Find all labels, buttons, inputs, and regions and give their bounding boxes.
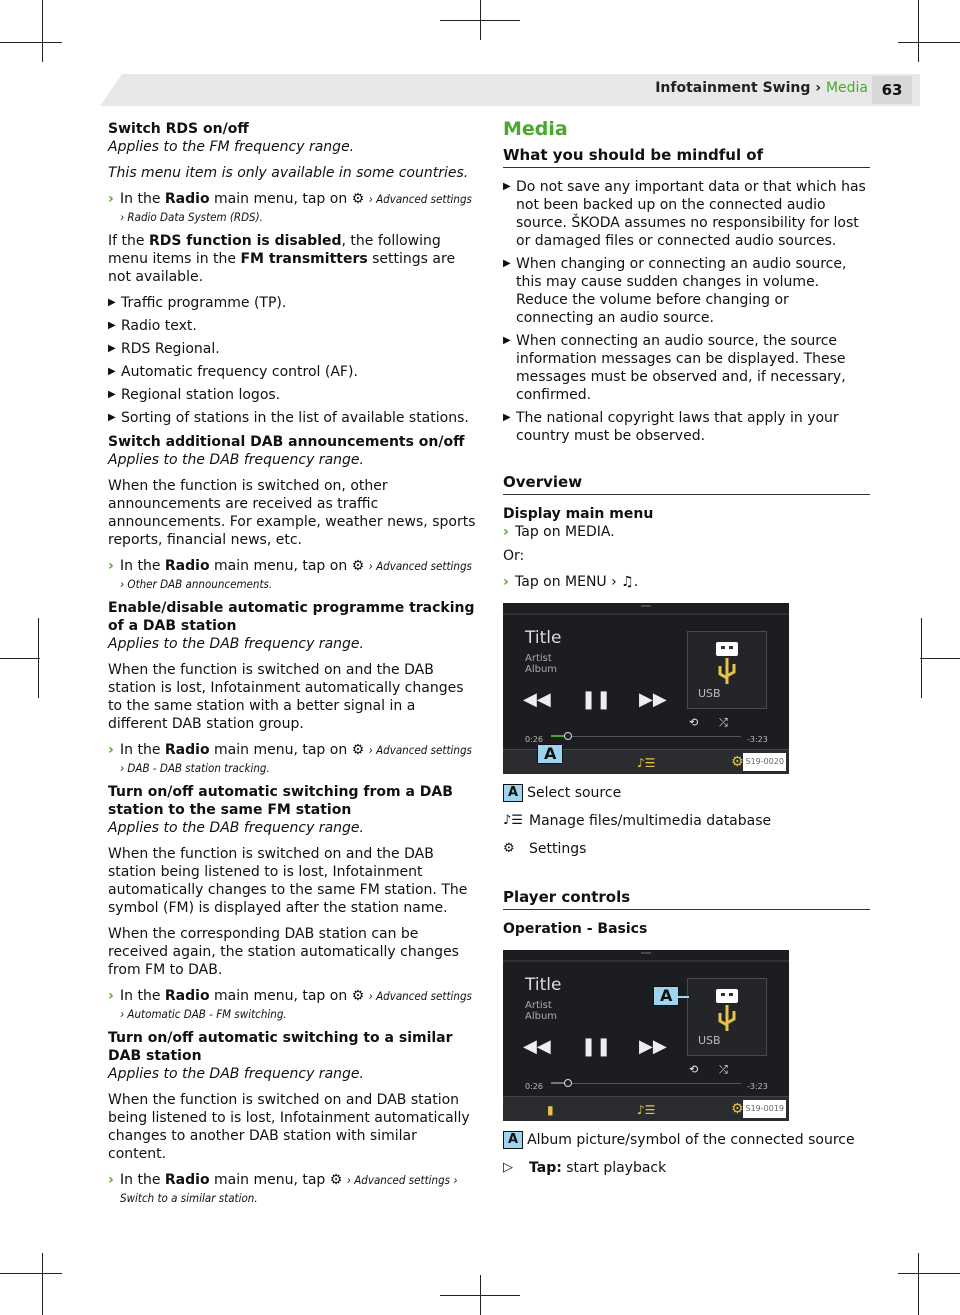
- step-radio: Radio: [164, 191, 210, 207]
- dab-applies: Applies to the DAB frequency range.: [108, 452, 364, 468]
- track-title: Title: [525, 628, 562, 648]
- screen-top-line: [503, 603, 789, 615]
- overview-sub: Display main menu: [503, 506, 654, 522]
- list-item: [108, 363, 476, 381]
- list-item-text: Sorting of stations in the list of available stations.: [121, 410, 469, 426]
- menu-path: › Advanced settings › Automatic DAB - FM switching.: [120, 989, 472, 1021]
- overview-or: Or:: [503, 548, 525, 564]
- list-item: [503, 255, 870, 327]
- track-artist: Artist: [525, 1000, 552, 1011]
- similar-applies: Applies to the DAB frequency range.: [108, 1066, 364, 1082]
- callout-line: [675, 994, 689, 1000]
- bullet-icon: ▶: [108, 297, 116, 308]
- list-item-text: The national copyright laws that apply in your country must be observed.: [516, 410, 839, 444]
- source-box[interactable]: [687, 631, 767, 709]
- settings-icon: ⚙: [351, 558, 365, 574]
- crop-mark: [0, 658, 40, 659]
- source-label: USB: [698, 1034, 721, 1047]
- bullet-icon: ▶: [108, 366, 116, 377]
- track-title: Enable/disable automatic programme tracking of a DAB station: [108, 600, 475, 634]
- bullet-icon: ▶: [108, 389, 116, 400]
- playlist-icon[interactable]: ♪☰: [637, 756, 656, 770]
- crop-mark: [42, 1253, 43, 1315]
- bullet-icon: ▶: [503, 258, 511, 269]
- bullet-icon: ▶: [108, 343, 116, 354]
- legend-text: Album picture/symbol of the connected source: [527, 1132, 855, 1148]
- crop-mark: [918, 1253, 919, 1315]
- list-item-text: Automatic frequency control (AF).: [121, 364, 358, 380]
- step-arrow-icon: ›: [108, 558, 114, 574]
- step-arrow-icon: ›: [108, 191, 114, 207]
- gear-icon: ⚙: [503, 841, 515, 856]
- crop-mark: [440, 1295, 520, 1296]
- list-item-text: Regional station logos.: [121, 387, 281, 403]
- crop-mark: [42, 0, 43, 62]
- list-item: [503, 178, 870, 250]
- player-sub: Operation - Basics: [503, 921, 648, 937]
- time-elapsed: 0:26: [525, 735, 543, 744]
- figure-id: S19-0019: [743, 1100, 786, 1118]
- crop-mark: [918, 0, 919, 62]
- crop-mark: [0, 1273, 62, 1274]
- step-text: In the: [120, 191, 161, 207]
- media-screen-2: [503, 950, 789, 1121]
- usb-icon: [688, 632, 766, 692]
- playlist-icon[interactable]: ♪☰: [637, 1103, 656, 1117]
- track-artist: Artist: [525, 653, 552, 664]
- text: , the following menu items in the: [108, 233, 441, 267]
- crop-mark: [920, 658, 960, 659]
- step-radio: Radio: [164, 988, 210, 1004]
- overview-heading: Overview: [503, 473, 870, 495]
- gear-icon[interactable]: ⚙: [731, 754, 744, 770]
- step-text: In the: [120, 558, 161, 574]
- fm-desc: When the function is switched on and the DAB station being listened to is lost, Infotainment automatically changes to the same FM station. The symbol (FM) is displayed after the station name.: [108, 846, 468, 916]
- track-applies: Applies to the DAB frequency range.: [108, 636, 364, 652]
- section-title: Media: [503, 118, 568, 140]
- header-section: Media: [825, 80, 868, 96]
- step-radio: Radio: [164, 558, 210, 574]
- fm-desc2: When the corresponding DAB station can be received again, the station automatically changes from FM to DAB.: [108, 926, 459, 978]
- step-text: In the: [120, 742, 161, 758]
- rds-list: [108, 294, 476, 427]
- forward-icon[interactable]: ▶▶: [639, 1036, 667, 1057]
- repeat-icon[interactable]: ⟲: [689, 716, 699, 729]
- callout-a: A: [653, 986, 679, 1006]
- legend-a: A: [503, 1131, 523, 1149]
- mindful-list: [503, 178, 870, 445]
- fm-applies: Applies to the DAB frequency range.: [108, 820, 364, 836]
- mindful-heading: What you should be mindful of: [503, 146, 870, 168]
- time-remaining: -3:23: [747, 735, 768, 744]
- rds-note: This menu item is only available in some countries.: [108, 165, 469, 181]
- track-album: Album: [525, 1011, 558, 1022]
- crop-mark: [898, 1273, 960, 1274]
- forward-icon[interactable]: ▶▶: [639, 689, 667, 710]
- step-text: main menu, tap on: [214, 742, 348, 758]
- gear-icon[interactable]: ⚙: [731, 1101, 744, 1117]
- list-item: [503, 409, 870, 445]
- track-step: [108, 741, 476, 777]
- usb-small-icon[interactable]: ▮: [547, 1103, 554, 1117]
- rewind-icon[interactable]: ◀◀: [523, 689, 551, 710]
- bullet-icon: ▶: [108, 320, 116, 331]
- callout-a: A: [537, 744, 563, 764]
- pause-icon[interactable]: ❚❚: [581, 1036, 612, 1057]
- fm-step: [108, 987, 476, 1023]
- track-title: Title: [525, 975, 562, 995]
- triangle-outline-icon: ▷: [503, 1160, 513, 1175]
- shuffle-icon[interactable]: ⤮: [719, 1063, 728, 1076]
- shuffle-icon[interactable]: ⤮: [719, 716, 728, 729]
- screen-top-line: [503, 950, 789, 962]
- list-item-text: RDS Regional.: [121, 341, 220, 357]
- track-desc: When the function is switched on and the DAB station is lost, Infotainment automatically changes to the same station with a better signal in a different DAB station group.: [108, 662, 464, 732]
- list-item: [108, 409, 476, 427]
- figure-id: S19-0020: [743, 753, 786, 771]
- bullet-icon: ▶: [503, 412, 511, 423]
- page-number: 63: [872, 76, 912, 104]
- time-elapsed: 0:26: [525, 1082, 543, 1091]
- similar-step: [108, 1171, 476, 1207]
- step-arrow-icon: ›: [503, 574, 509, 590]
- tap-text: start playback: [566, 1160, 667, 1176]
- bullet-icon: ▶: [503, 335, 511, 346]
- step-radio: Radio: [164, 742, 210, 758]
- step-text: main menu, tap on: [214, 988, 348, 1004]
- track-meta: [525, 653, 557, 675]
- step-text: main menu, tap: [214, 1172, 326, 1188]
- settings-icon: ⚙: [351, 191, 365, 207]
- legend-text: Settings: [529, 841, 587, 857]
- overview-step-2: [503, 573, 870, 591]
- settings-icon: ⚙: [351, 742, 365, 758]
- step-text: Tap on MENU › ♫.: [515, 574, 639, 590]
- legend-text: Manage files/multimedia database: [529, 813, 772, 829]
- list-item-text: Do not save any important data or that which has not been backed up on the connected audio source. ŠKODA assumes no responsibility for lost or damaged files or connected audio sources.: [516, 179, 866, 249]
- bullet-icon: ▶: [108, 412, 116, 423]
- list-item: [108, 340, 476, 358]
- list-item: [108, 294, 476, 312]
- text: If the: [108, 233, 145, 249]
- repeat-icon[interactable]: ⟲: [689, 1063, 699, 1076]
- list-item-text: When connecting an audio source, the source information messages can be displayed. These messages must be observed and, if necessary, confirmed.: [516, 333, 846, 403]
- menu-path: › Advanced settings › DAB - DAB station tracking.: [120, 743, 472, 775]
- menu-path: › Advanced settings › Other DAB announcements.: [120, 559, 472, 591]
- step-text: In the: [120, 1172, 161, 1188]
- pause-icon[interactable]: ❚❚: [581, 689, 612, 710]
- progress-bar[interactable]: [551, 736, 741, 737]
- header-separator: ›: [815, 80, 822, 96]
- media-screen-1: [503, 603, 789, 774]
- menu-path: › Advanced settings › Radio Data System (RDS).: [120, 192, 472, 224]
- text-bold: RDS function is disabled: [148, 233, 342, 249]
- list-item: [108, 386, 476, 404]
- crop-mark: [440, 20, 520, 21]
- text: settings are not available.: [108, 251, 456, 285]
- legend-select: [503, 784, 870, 802]
- step-arrow-icon: ›: [503, 524, 509, 540]
- step-arrow-icon: ›: [108, 742, 114, 758]
- settings-icon: ⚙: [351, 988, 365, 1004]
- rewind-icon[interactable]: ◀◀: [523, 1036, 551, 1057]
- settings-icon: ⚙: [329, 1172, 343, 1188]
- dab-desc: When the function is switched on, other announcements are received as traffic announcements. For example, weather news, sports reports, financial news, etc.: [108, 478, 476, 548]
- fm-title: Turn on/off automatic switching from a DAB station to the same FM station: [108, 784, 453, 818]
- track-album: Album: [525, 664, 558, 675]
- menu-path: › Advanced settings › Switch to a similar station.: [120, 1173, 458, 1205]
- step-radio: Radio: [164, 1172, 210, 1188]
- rds-step: [108, 190, 476, 226]
- header-breadcrumb: [655, 80, 868, 96]
- list-item-text: When changing or connecting an audio source, this may cause sudden changes in volume. Reduce the volume before changing or connecting an audio source.: [516, 256, 847, 326]
- track-meta: [525, 1000, 557, 1022]
- rds-applies: Applies to the FM frequency range.: [108, 139, 355, 155]
- step-arrow-icon: ›: [108, 1172, 114, 1188]
- right-column: [503, 120, 870, 1187]
- tap-row: [503, 1159, 870, 1177]
- text-bold: FM transmitters: [240, 251, 368, 267]
- rds-title: Switch RDS on/off: [108, 121, 249, 137]
- legend-album: [503, 1131, 870, 1149]
- step-text: In the: [120, 988, 161, 1004]
- list-item-text: Traffic programme (TP).: [121, 295, 287, 311]
- crop-mark: [0, 42, 62, 43]
- step-text: Tap on MEDIA.: [515, 524, 615, 540]
- header-chapter: Infotainment Swing: [655, 80, 811, 96]
- list-item-text: Radio text.: [121, 318, 197, 334]
- left-column: [108, 120, 476, 1213]
- similar-desc: When the function is switched on and DAB station being listened to is lost, Infotainment automatically changes to another DAB station with similar content.: [108, 1092, 470, 1162]
- step-arrow-icon: ›: [108, 988, 114, 1004]
- legend-settings: [503, 840, 870, 858]
- step-text: main menu, tap on: [214, 558, 348, 574]
- source-box[interactable]: [687, 978, 767, 1056]
- legend-a: A: [503, 784, 523, 802]
- dab-title: Switch additional DAB announcements on/off: [108, 434, 465, 450]
- tap-label: Tap:: [529, 1160, 562, 1176]
- time-remaining: -3:23: [747, 1082, 768, 1091]
- list-item: [503, 332, 870, 404]
- legend-manage: [503, 812, 870, 830]
- player-heading: Player controls: [503, 888, 870, 910]
- list-item: [108, 317, 476, 335]
- step-text: main menu, tap on: [214, 191, 348, 207]
- similar-title: Turn on/off automatic switching to a similar DAB station: [108, 1030, 453, 1064]
- legend-text: Select source: [527, 785, 622, 801]
- overview-step-1: [503, 523, 870, 541]
- progress-bar[interactable]: [551, 1083, 741, 1084]
- source-label: USB: [698, 687, 721, 700]
- crop-mark: [898, 42, 960, 43]
- usb-icon: [688, 979, 766, 1039]
- bullet-icon: ▶: [503, 181, 511, 192]
- dab-step: [108, 557, 476, 593]
- rds-if: [108, 232, 476, 286]
- playlist-icon: ♪☰: [503, 813, 523, 828]
